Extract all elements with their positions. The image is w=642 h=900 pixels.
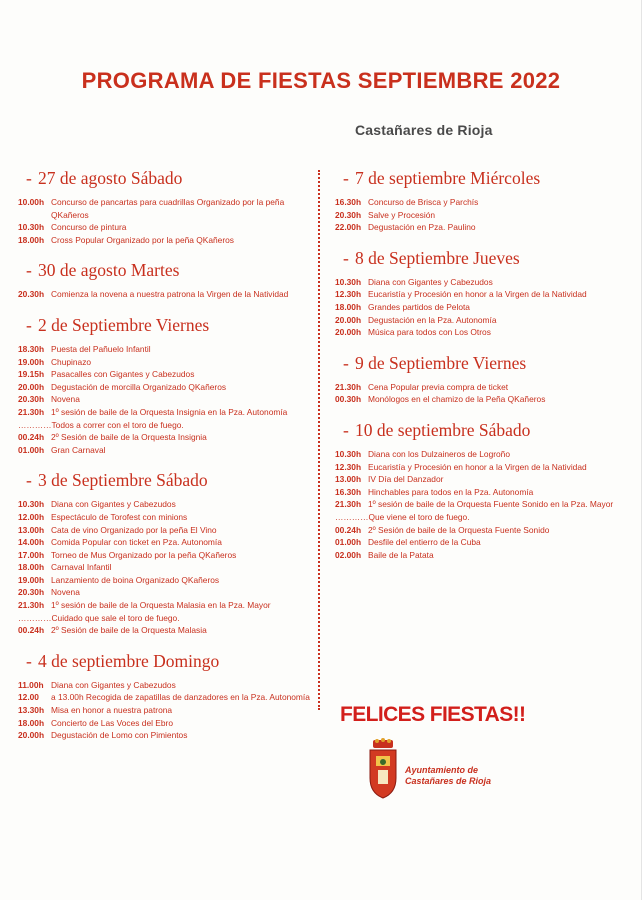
dash-mark: - bbox=[26, 314, 32, 335]
event-time: ………… bbox=[18, 419, 52, 430]
event-description: Eucaristía y Procesión en honor a la Virgen de la Natividad bbox=[368, 289, 587, 300]
event-row bbox=[18, 406, 314, 419]
day-heading-text: 30 de agosto Martes bbox=[38, 260, 180, 281]
event-row bbox=[18, 419, 314, 432]
event-row bbox=[18, 288, 314, 301]
event-time: 18.00h bbox=[18, 562, 45, 573]
event-time: 20.30h bbox=[18, 394, 45, 405]
event-row bbox=[18, 729, 314, 742]
event-row bbox=[335, 511, 625, 524]
event-description: Todos a correr con el toro de fuego. bbox=[51, 419, 184, 430]
event-row bbox=[18, 624, 314, 637]
day-heading bbox=[335, 420, 625, 441]
event-time: 10.30h bbox=[18, 222, 45, 233]
ayuntamiento-line1: Ayuntamiento de bbox=[405, 765, 479, 775]
event-time: 18.00h bbox=[18, 234, 45, 245]
day-heading bbox=[18, 651, 314, 672]
day-heading bbox=[18, 168, 314, 189]
event-time: ………… bbox=[18, 612, 52, 623]
event-time: 14.00h bbox=[18, 537, 45, 548]
event-row bbox=[18, 536, 314, 549]
event-description: Degustación en la Pza. Autonomía bbox=[368, 314, 497, 325]
event-description: Eucaristía y Procesión en honor a la Virgen de la Natividad bbox=[368, 461, 587, 472]
event-description: Puesta del Pañuelo Infantil bbox=[51, 343, 151, 354]
event-description: Comienza la novena a nuestra patrona la Virgen de la Natividad bbox=[51, 289, 289, 300]
event-time: 11.00h bbox=[18, 679, 44, 690]
event-row bbox=[18, 368, 314, 381]
event-description: Grandes partidos de Pelota bbox=[368, 301, 470, 312]
event-row bbox=[18, 356, 314, 369]
day-heading bbox=[18, 260, 314, 281]
event-description: Cena Popular previa compra de ticket bbox=[368, 381, 509, 392]
event-time: 20.30h bbox=[18, 289, 45, 300]
day-heading bbox=[335, 353, 625, 374]
day-section bbox=[18, 168, 314, 246]
event-row bbox=[18, 343, 314, 356]
day-heading bbox=[335, 168, 625, 189]
event-time: 00.30h bbox=[335, 394, 362, 405]
day-section bbox=[18, 315, 314, 456]
event-description: 1º sesión de baile de la Orquesta Malasia en la Pza. Mayor bbox=[51, 600, 271, 611]
event-row bbox=[18, 381, 314, 394]
event-description: Música para todos con Los Otros bbox=[368, 327, 491, 338]
event-time: 12.30h bbox=[335, 461, 362, 472]
day-heading bbox=[18, 315, 314, 336]
day-section bbox=[18, 470, 314, 637]
event-row bbox=[335, 524, 625, 537]
dash-mark: - bbox=[26, 470, 32, 491]
event-row bbox=[18, 586, 314, 599]
event-time: 19.15h bbox=[18, 369, 45, 380]
event-time: 01.00h bbox=[18, 444, 45, 455]
dash-mark: - bbox=[343, 352, 349, 373]
event-row bbox=[335, 461, 625, 474]
town-subtitle: Castañares de Rioja bbox=[355, 122, 493, 138]
event-description: Concierto de Las Voces del Ebro bbox=[51, 717, 173, 728]
event-time: 12.30h bbox=[335, 289, 362, 300]
event-row bbox=[335, 326, 625, 339]
event-description: Pasacalles con Gigantes y Cabezudos bbox=[51, 369, 195, 380]
event-row bbox=[335, 498, 625, 511]
dash-mark: - bbox=[343, 247, 349, 268]
day-heading-text: 10 de septiembre Sábado bbox=[355, 419, 531, 440]
event-description: Torneo de Mus Organizado por la peña QKañeros bbox=[51, 549, 237, 560]
event-description: Concurso de pancartas para cuadrillas Organizado por la peña QKañeros bbox=[51, 197, 285, 220]
event-row bbox=[18, 524, 314, 537]
event-description: Diana con Gigantes y Cabezudos bbox=[51, 679, 176, 690]
day-section bbox=[18, 651, 314, 742]
event-description: Hinchables para todos en la Pza. Autonomía bbox=[368, 486, 534, 497]
dash-mark: - bbox=[343, 168, 349, 188]
event-row bbox=[18, 221, 314, 234]
event-time: 20.30h bbox=[335, 209, 362, 220]
event-row bbox=[18, 234, 314, 247]
event-time: 21.30h bbox=[18, 406, 45, 417]
event-description: Novena bbox=[51, 587, 80, 598]
event-row bbox=[335, 276, 625, 289]
event-time: 12.00 bbox=[18, 692, 39, 703]
ayuntamiento-label bbox=[405, 765, 491, 787]
event-row bbox=[335, 209, 625, 222]
event-row bbox=[18, 393, 314, 406]
event-time: 13.00h bbox=[18, 524, 45, 535]
event-row bbox=[335, 393, 625, 406]
event-description: Baile de la Patata bbox=[368, 549, 434, 560]
event-description: Carnaval Infantil bbox=[51, 562, 112, 573]
event-row bbox=[18, 691, 314, 704]
event-time: 13.30h bbox=[18, 705, 45, 716]
event-row bbox=[335, 196, 625, 209]
column-divider bbox=[318, 170, 320, 710]
event-row bbox=[18, 561, 314, 574]
event-time: 20.30h bbox=[18, 587, 45, 598]
event-time: 10.30h bbox=[18, 499, 45, 510]
event-description: 1º sesión de baile de la Orquesta Insignia en la Pza. Autonomía bbox=[51, 406, 288, 417]
dash-mark: - bbox=[26, 168, 32, 188]
dash-mark: - bbox=[343, 419, 349, 440]
event-description: Gran Carnaval bbox=[51, 444, 106, 455]
day-heading-text: 3 de Septiembre Sábado bbox=[38, 470, 208, 491]
event-row bbox=[18, 498, 314, 511]
day-section bbox=[335, 168, 625, 234]
event-row bbox=[18, 444, 314, 457]
event-row bbox=[335, 473, 625, 486]
event-time: 21.30h bbox=[335, 499, 362, 510]
day-heading-text: 27 de agosto Sábado bbox=[38, 168, 183, 188]
event-description: 2º Sesión de baile de la Orquesta Fuente Sonido bbox=[368, 524, 550, 535]
event-description: Degustación de Lomo con Pimientos bbox=[51, 730, 188, 741]
event-description: Cross Popular Organizado por la peña QKañeros bbox=[51, 234, 234, 245]
event-description: Salve y Procesión bbox=[368, 209, 436, 220]
event-time: 10.00h bbox=[18, 197, 45, 207]
event-description: Chupinazo bbox=[51, 356, 92, 367]
event-time: 10.30h bbox=[335, 276, 362, 287]
dash-mark: - bbox=[26, 260, 32, 281]
event-time: 19.00h bbox=[18, 574, 45, 585]
event-description: Cata de vino Organizado por la peña El Vino bbox=[51, 524, 217, 535]
coat-of-arms-icon bbox=[366, 738, 400, 800]
event-row bbox=[18, 679, 314, 692]
event-time: 18.00h bbox=[18, 717, 45, 728]
day-heading-text: 2 de Septiembre Viernes bbox=[38, 314, 210, 335]
event-row bbox=[18, 549, 314, 562]
page-title: PROGRAMA DE FIESTAS SEPTIEMBRE 2022 bbox=[81, 68, 561, 93]
event-description: Diana con Gigantes y Cabezudos bbox=[51, 499, 176, 510]
event-time: 12.00h bbox=[18, 511, 45, 522]
event-time: 21.30h bbox=[335, 381, 362, 392]
day-heading-text: 9 de Septiembre Viernes bbox=[355, 352, 527, 373]
event-description: Degustación de morcilla Organizado QKañeros bbox=[51, 381, 227, 392]
event-description: IV Día del Danzador bbox=[368, 474, 444, 485]
event-time: 16.30h bbox=[335, 197, 362, 207]
ayuntamiento-line2: Castañares de Rioja bbox=[405, 776, 492, 786]
event-description: Cuidado que sale el toro de fuego. bbox=[51, 612, 180, 623]
event-description: 1º sesión de baile de la Orquesta Fuente Sonido en la Pza. Mayor bbox=[368, 499, 614, 510]
event-description: Misa en honor a nuestra patrona bbox=[51, 705, 173, 716]
event-row bbox=[335, 549, 625, 562]
event-time: 00.24h bbox=[18, 625, 45, 636]
event-row bbox=[335, 381, 625, 394]
event-time: 20.00h bbox=[18, 730, 45, 741]
event-row bbox=[335, 301, 625, 314]
right-column bbox=[335, 168, 625, 575]
day-heading bbox=[335, 248, 625, 269]
event-description: Lanzamiento de boina Organizado QKañeros bbox=[51, 574, 220, 585]
event-time: 21.30h bbox=[18, 600, 45, 611]
event-time: ………… bbox=[335, 511, 369, 522]
event-description: Concurso de pintura bbox=[51, 222, 127, 233]
event-row bbox=[18, 431, 314, 444]
event-row bbox=[335, 221, 625, 234]
event-time: 01.00h bbox=[335, 537, 362, 548]
event-row bbox=[335, 288, 625, 301]
event-row bbox=[18, 612, 314, 625]
closing-greeting: FELICES FIESTAS!! bbox=[340, 703, 526, 726]
dash-mark: - bbox=[26, 650, 32, 671]
event-row bbox=[18, 599, 314, 612]
event-description: Concurso de Brisca y Parchís bbox=[368, 197, 479, 207]
event-description: Desfile del entierro de la Cuba bbox=[368, 537, 481, 548]
event-description: Diana con Gigantes y Cabezudos bbox=[368, 276, 493, 287]
event-row bbox=[18, 196, 314, 221]
day-section bbox=[335, 353, 625, 406]
event-description: Diana con los Dulzaineros de Logroño bbox=[368, 448, 510, 459]
event-time: 17.00h bbox=[18, 549, 45, 560]
left-column bbox=[18, 168, 314, 756]
event-description: Monólogos en el chamizo de la Peña QKañeros bbox=[368, 394, 546, 405]
event-row bbox=[335, 536, 625, 549]
event-description: a 13.00h Recogida de zapatillas de danzadores en la Pza. Autonomía bbox=[51, 692, 310, 703]
event-row bbox=[18, 717, 314, 730]
event-time: 20.00h bbox=[335, 314, 362, 325]
event-time: 16.30h bbox=[335, 486, 362, 497]
event-time: 20.00h bbox=[335, 327, 362, 338]
day-heading-text: 4 de septiembre Domingo bbox=[38, 650, 220, 671]
event-time: 22.00h bbox=[335, 222, 362, 233]
day-heading-text: 7 de septiembre Miércoles bbox=[355, 168, 541, 188]
event-row bbox=[335, 448, 625, 461]
event-time: 13.00h bbox=[335, 474, 362, 485]
event-description: Comida Popular con ticket en Pza. Autonomía bbox=[51, 537, 222, 548]
event-row bbox=[18, 704, 314, 717]
event-description: Novena bbox=[51, 394, 80, 405]
event-time: 20.00h bbox=[18, 381, 45, 392]
event-time: 02.00h bbox=[335, 549, 362, 560]
event-row bbox=[18, 511, 314, 524]
day-section bbox=[335, 248, 625, 339]
event-row bbox=[335, 486, 625, 499]
event-description: 2º Sesión de baile de la Orquesta Insignia bbox=[51, 432, 207, 443]
event-time: 18.30h bbox=[18, 343, 45, 354]
day-section bbox=[335, 420, 625, 561]
event-row bbox=[335, 314, 625, 327]
event-description: Espectáculo de Torofest con minions bbox=[51, 511, 188, 522]
event-description: Que viene el toro de fuego. bbox=[368, 511, 470, 522]
day-heading-text: 8 de Septiembre Jueves bbox=[355, 247, 520, 268]
event-time: 18.00h bbox=[335, 301, 362, 312]
event-row bbox=[18, 574, 314, 587]
event-description: 2º Sesión de baile de la Orquesta Malasia bbox=[51, 625, 207, 636]
day-section bbox=[18, 260, 314, 301]
event-description: Degustación en Pza. Paulino bbox=[368, 222, 476, 233]
event-time: 19.00h bbox=[18, 356, 45, 367]
event-time: 00.24h bbox=[335, 524, 362, 535]
day-heading bbox=[18, 470, 314, 491]
event-time: 10.30h bbox=[335, 448, 362, 459]
event-time: 00.24h bbox=[18, 432, 45, 443]
